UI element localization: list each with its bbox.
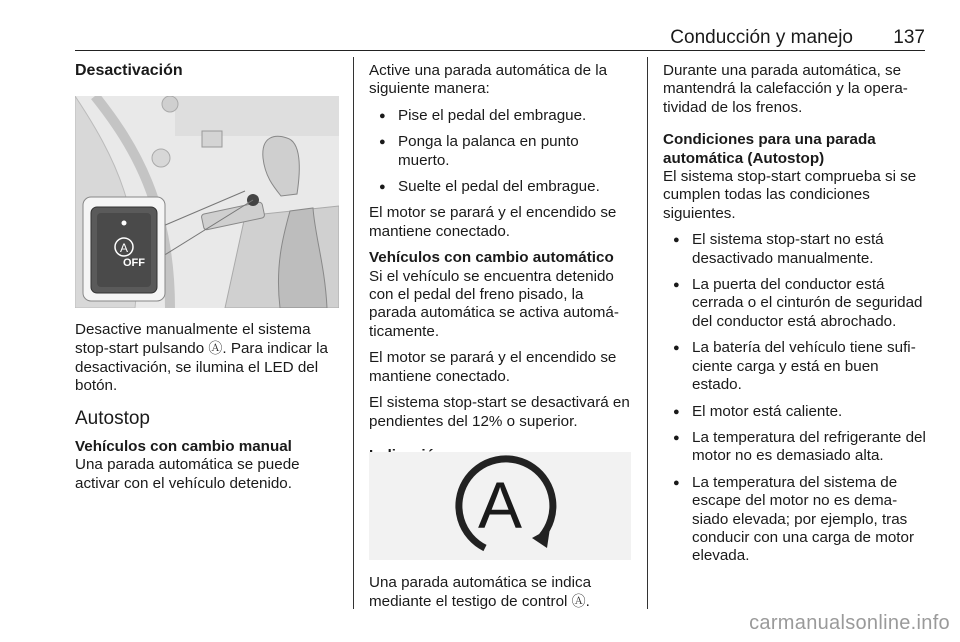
list-item: ● La puerta del conductor está cerrada o el cinturón de seguridad del conductor está abrochado. — [663, 276, 927, 331]
list-item: ● La batería del vehículo tiene suficiente carga y está en buen estado. — [663, 339, 927, 394]
auto-heading: Vehículos con cambio automático — [369, 249, 614, 267]
list-item: ● El motor está caliente. — [663, 403, 927, 421]
indication-text-end: . — [585, 593, 590, 611]
list-item: ● Pise el pedal del embrague. — [369, 107, 633, 125]
paragraph: Durante una parada automática, se mantendrá la calefacción y la operatividad de los frenos. — [663, 62, 908, 116]
list-item: ● La temperatura del refrigerante del motor no es demasiado alta. — [663, 429, 927, 466]
stop-start-off-button-icon: Ⓐ — [208, 340, 223, 357]
column-divider — [353, 57, 354, 609]
intro-paragraph: Active una parada automática de la siguiente manera: — [369, 62, 608, 98]
deactivation-paragraph — [75, 321, 343, 396]
list-item: ● Ponga la palanca en punto muerto. — [369, 133, 633, 170]
autostop-indicator-graphic — [369, 452, 631, 560]
column-1-text — [75, 321, 343, 501]
column-2-bottom — [369, 574, 633, 620]
page-number: 137 — [893, 27, 925, 48]
off-button-label: OFF — [123, 257, 145, 269]
list-item: ● Suelte el pedal del embrague. — [369, 178, 633, 196]
paragraph: El motor se parará y el encendido se mantiene conectado. — [369, 349, 617, 385]
autostop-indicator-icon: Ⓐ — [571, 593, 586, 610]
list-item: ● El sistema stop-start no está desactivado manualmente. — [663, 231, 927, 268]
auto-text: Si el vehículo se encuentra detenido con el pedal del freno pisado, la parada automática se activa automáticamente. — [369, 267, 619, 340]
indication-text-body: Una parada automática se indica mediante el testigo de control — [369, 574, 592, 611]
console-photo — [75, 96, 339, 308]
indication-text — [369, 574, 633, 612]
autostop-heading: Autostop — [75, 407, 150, 429]
paragraph: El motor se parará y el encendido se mantiene conectado. — [369, 204, 617, 240]
conditions-list — [663, 231, 927, 566]
list-item: ● La temperatura del sistema de escape del motor no es demasiado elevada; por ejemplo, tras conducir con una carga de motor elevada. — [663, 474, 927, 566]
watermark: carmanualsonline.info — [749, 612, 950, 634]
column-2 — [369, 62, 633, 465]
manual-heading: Vehículos con cambio manual — [75, 438, 292, 456]
svg-text:A: A — [119, 241, 129, 255]
section-title: Conducción y manejo — [670, 27, 853, 48]
deactivation-text: Desactive manualmente el sistema stop-start pulsando — [75, 321, 311, 358]
column-divider — [647, 57, 648, 609]
manual-text: Una parada automática se puede activar con el vehículo detenido. — [75, 456, 300, 492]
page-header — [75, 26, 925, 51]
paragraph: El sistema stop-start se desactivará en pendientes del 12% o superior. — [369, 394, 630, 430]
section-heading: Desactivación — [75, 62, 183, 79]
column-1 — [75, 62, 343, 80]
conditions-intro: El sistema stop-start comprueba si se cumplen todas las condiciones siguientes. — [663, 168, 917, 222]
console-illustration — [75, 96, 339, 308]
deactivation-text-end: . Para indicar la desactivación, se ilumina el LED del botón. — [75, 340, 328, 395]
steps-list — [369, 107, 633, 197]
indicator-letter: A — [477, 468, 523, 542]
conditions-heading: Condiciones para una parada automática (Autostop) — [663, 131, 876, 167]
column-3 — [663, 62, 927, 574]
